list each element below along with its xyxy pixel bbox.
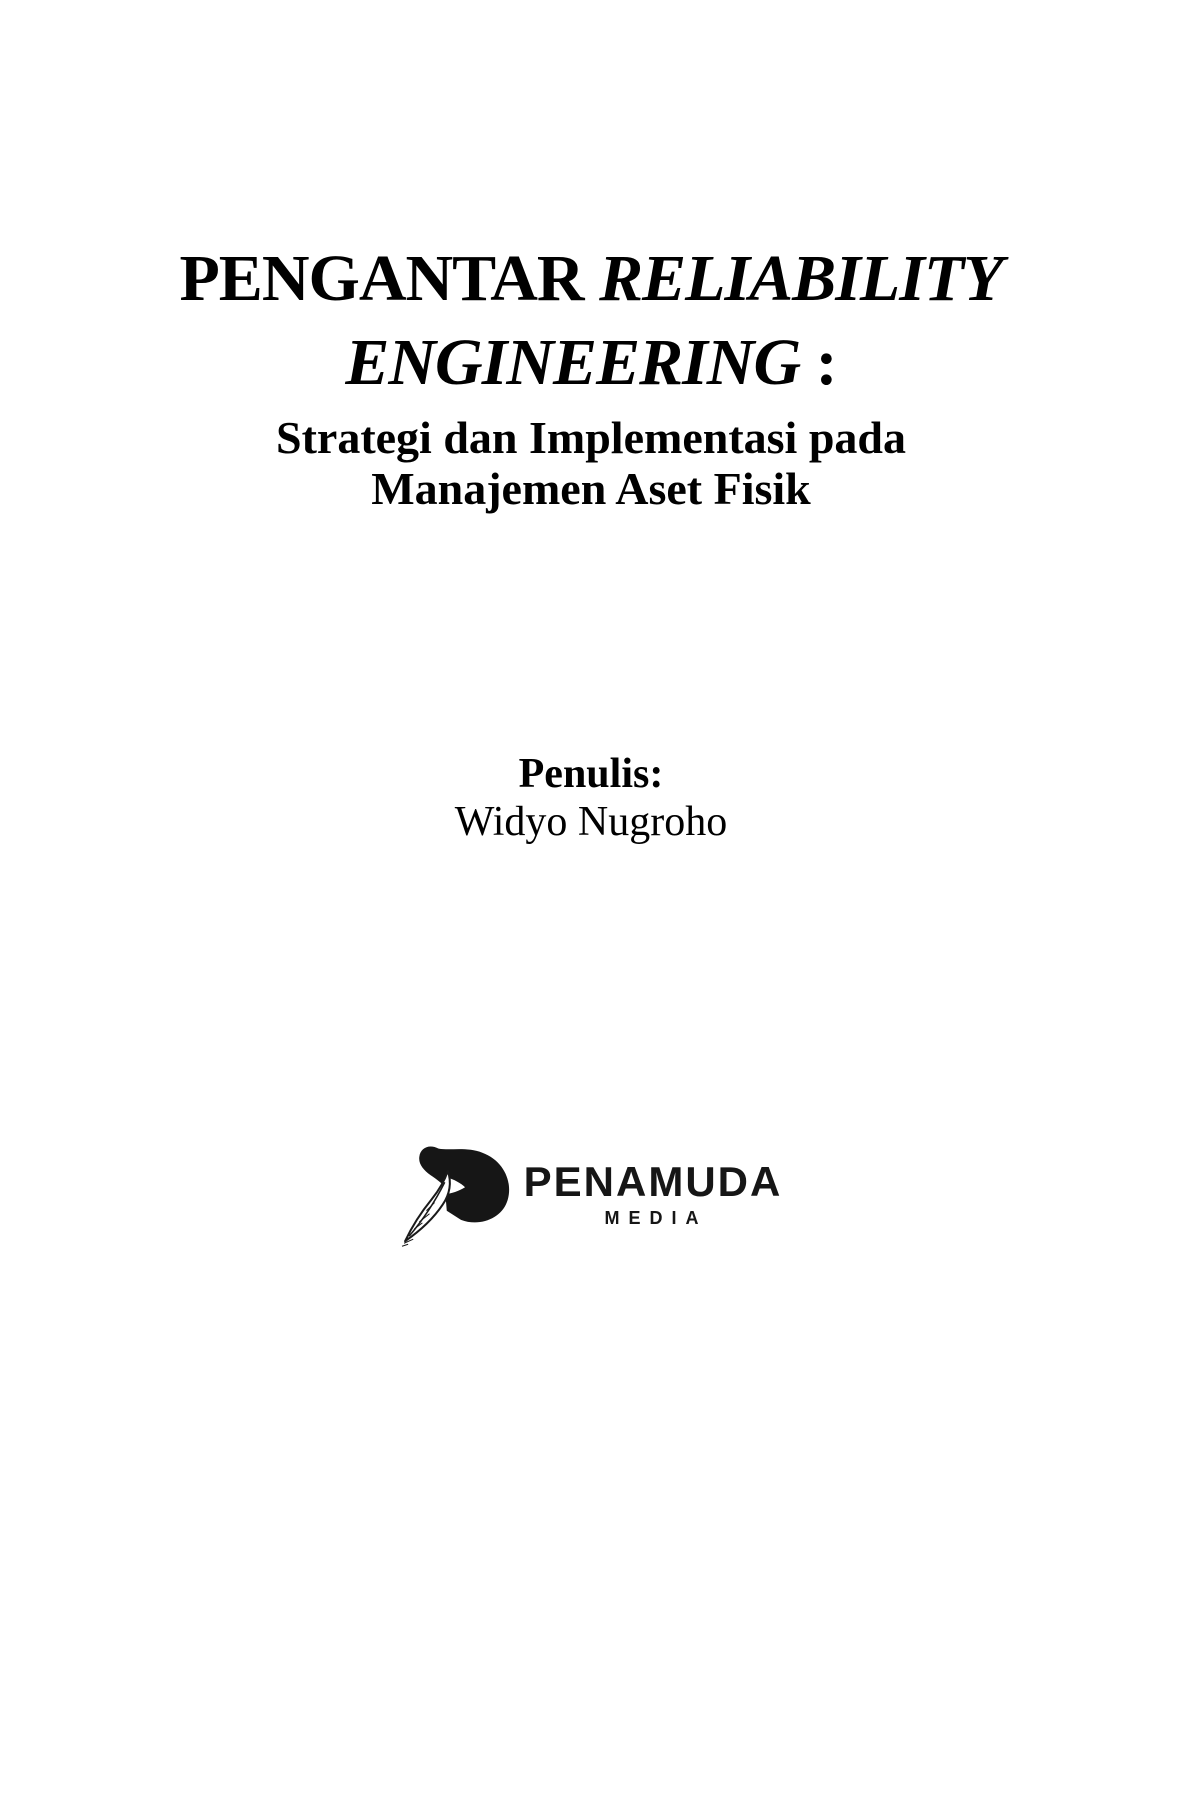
author-label: Penulis: [518, 751, 664, 797]
subtitle-line-2: Manajemen Aset Fisik [371, 463, 811, 514]
book-title [0, 237, 1182, 405]
penamuda-feather-d-icon [400, 1145, 522, 1253]
author-name: Widyo Nugroho [454, 799, 728, 845]
title-line-2 [345, 326, 836, 399]
title-line-1 [179, 242, 1002, 315]
publisher-logo [0, 1145, 1182, 1253]
title-part-italic-2: ENGINEERING [345, 326, 801, 399]
publisher-logo-text [524, 1145, 783, 1227]
publisher-wordmark: PENAMUDA [523, 1158, 783, 1205]
author-block [0, 750, 1182, 847]
subtitle-line-1: Strategi dan Implementasi pada [276, 412, 906, 463]
title-part-italic: RELIABILITY [599, 242, 1003, 315]
title-colon: : [800, 326, 837, 399]
publisher-sub-wordmark: MEDIA [604, 1208, 708, 1228]
book-subtitle [0, 412, 1182, 514]
title-part-regular: PENGANTAR [179, 242, 600, 315]
